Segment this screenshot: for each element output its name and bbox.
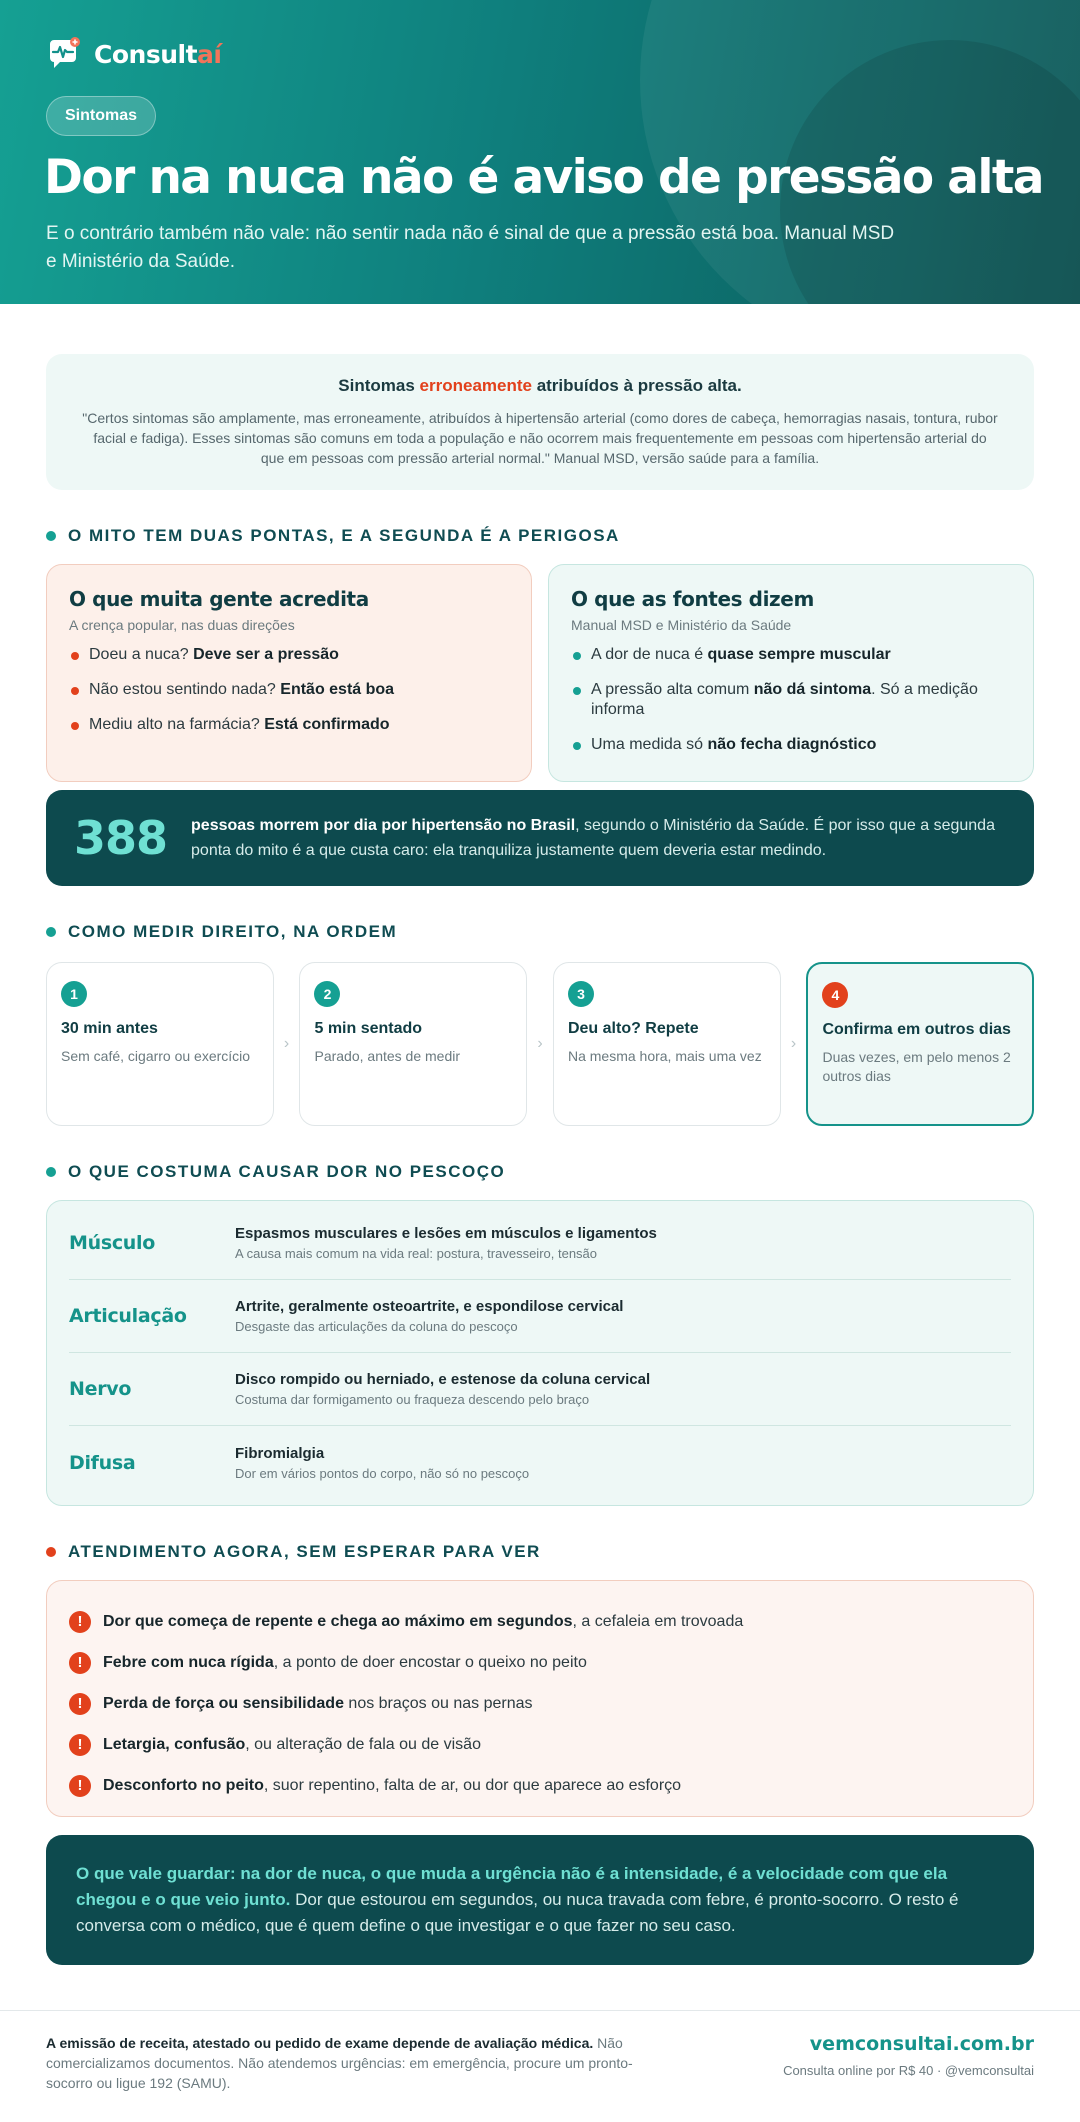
alert-icon: ! bbox=[69, 1611, 91, 1633]
stat-number: 388 bbox=[74, 811, 168, 865]
cause-desc: A causa mais comum na vida real: postura, travesseiro, tensão bbox=[235, 1246, 598, 1261]
footer-website-link[interactable]: vemconsultai.com.br bbox=[809, 2033, 1034, 2055]
section-title: O QUE COSTUMA CAUSAR DOR NO PESCOÇO bbox=[68, 1162, 506, 1181]
section-title: ATENDIMENTO AGORA, SEM ESPERAR PARA VER bbox=[68, 1542, 541, 1561]
facts-card bbox=[548, 564, 1034, 782]
urgent-item: ! Febre com nuca rígida, a ponto de doer encostar o queixo no peito bbox=[69, 1642, 1011, 1683]
takeaway-text: Dor que estourou em segundos, ou nuca travada com febre, é pronto-socorro. O resto é conversa com o médico, que é quem define o que investigar e o que fazer no seu caso. bbox=[76, 1890, 959, 1935]
step-number: 2 bbox=[314, 981, 340, 1007]
cause-category: Difusa bbox=[69, 1451, 136, 1474]
step-title: 5 min sentado bbox=[314, 1020, 423, 1037]
cause-title: Disco rompido ou herniado, e estenose da coluna cervical bbox=[235, 1371, 651, 1388]
causes-table bbox=[46, 1200, 1034, 1506]
step-title: Deu alto? Repete bbox=[567, 1020, 699, 1037]
steps-row bbox=[46, 962, 1034, 1126]
step-card bbox=[299, 962, 527, 1126]
bullet-dot bbox=[46, 1167, 56, 1177]
belief-subtitle: A crença popular, nas duas direções bbox=[69, 617, 295, 633]
stat-text: pessoas morrem por dia por hipertensão no Brasil, segundo o Ministério da Saúde. É por isso que a segunda ponta do mito é a que custa caro: ela tranquiliza justamente quem deveria estar medindo. bbox=[191, 817, 995, 859]
brand-name: Consultaí bbox=[94, 39, 222, 69]
urgent-item: ! Perda de força ou sensibilidade nos braços ou nas pernas bbox=[69, 1683, 1011, 1724]
footer-disclaimer: A emissão de receita, atestado ou pedido de exame depende de avaliação médica. Não comercializamos documentos. Não atendemos urgências: em emergência, procure um pronto-socorro ou ligue 192 (SAMU). bbox=[46, 2035, 633, 2091]
belief-title: O que muita gente acredita bbox=[69, 587, 369, 611]
alert-icon: ! bbox=[69, 1652, 91, 1674]
quote-box bbox=[46, 354, 1034, 490]
step-number: 4 bbox=[822, 982, 848, 1008]
step-card bbox=[46, 962, 274, 1126]
urgent-item: ! Desconforto no peito, suor repentino, falta de ar, ou dor que aparece ao esforço bbox=[69, 1765, 1011, 1806]
chevron-right-icon: › bbox=[537, 1035, 543, 1052]
cause-desc: Costuma dar formigamento ou fraqueza descendo pelo braço bbox=[235, 1392, 590, 1407]
step-title: Confirma em outros dias bbox=[822, 1021, 1011, 1038]
step-desc: Sem café, cigarro ou exercício bbox=[61, 1048, 251, 1064]
belief-card bbox=[46, 564, 532, 782]
step-desc: Na mesma hora, mais uma vez bbox=[567, 1048, 762, 1064]
alert-icon: ! bbox=[69, 1734, 91, 1756]
urgent-list bbox=[46, 1580, 1034, 1817]
alert-icon: ! bbox=[69, 1775, 91, 1797]
section-title: COMO MEDIR DIREITO, NA ORDEM bbox=[68, 922, 398, 941]
stat-banner bbox=[46, 790, 1034, 886]
cause-row bbox=[69, 1207, 1011, 1280]
bullet-dot bbox=[46, 927, 56, 937]
cause-category: Músculo bbox=[69, 1232, 155, 1254]
takeaway-box bbox=[46, 1835, 1034, 1965]
cause-title: Fibromialgia bbox=[235, 1444, 325, 1462]
cause-desc: Desgaste das articulações da coluna do pescoço bbox=[235, 1319, 518, 1334]
step-number: 1 bbox=[61, 981, 87, 1007]
step-card bbox=[553, 962, 781, 1126]
cause-row bbox=[69, 1280, 1011, 1353]
section-header-urgent bbox=[46, 1542, 1034, 1562]
facts-item: Uma medida só não fecha diagnóstico bbox=[571, 735, 1011, 755]
facts-subtitle: Manual MSD e Ministério da Saúde bbox=[571, 617, 792, 633]
facts-title: O que as fontes dizem bbox=[571, 587, 814, 611]
chevron-right-icon: › bbox=[283, 1035, 290, 1052]
urgent-item: ! Dor que começa de repente e chega ao máximo em segundos, a cefaleia em trovoada bbox=[69, 1601, 1011, 1642]
bullet-dot bbox=[46, 1547, 56, 1557]
cause-row bbox=[69, 1353, 1011, 1426]
cause-category: Articulação bbox=[69, 1305, 187, 1327]
section-header-causes bbox=[46, 1162, 1034, 1182]
page-title: Dor na nuca não é aviso de pressão alta bbox=[44, 150, 1043, 205]
step-card-highlighted bbox=[806, 962, 1034, 1126]
quote-text: "Certos sintomas são amplamente, mas erroneamente, atribuídos à hipertensão arterial (como dores de cabeça, hemorragias nasais, tontura, rubor facial e fadiga). Esses sintomas são comuns em toda a população e não ocorrem mais frequentemente em pessoas com hipertensão arterial do que em pessoas com pressão arterial normal." Manual MSD, versão saúde para a família. bbox=[82, 410, 998, 466]
quote-title: Sintomas erroneamente atribuídos à pressão alta. bbox=[338, 376, 742, 395]
bullet-dot bbox=[46, 531, 56, 541]
belief-item: Não estou sentindo nada? Então está boa bbox=[69, 680, 509, 700]
cause-title: Espasmos musculares e lesões em músculos e ligamentos bbox=[235, 1225, 657, 1242]
footer bbox=[0, 2010, 1080, 2093]
step-title: 30 min antes bbox=[61, 1020, 158, 1037]
page-subtitle: E o contrário também não vale: não sentir nada não é sinal de que a pressão está boa. Manual MSD e Ministério da Saúde. bbox=[46, 223, 895, 272]
belief-item: Mediu alto na farmácia? Está confirmado bbox=[69, 715, 509, 735]
section-title: O MITO TEM DUAS PONTAS, E A SEGUNDA É A PERIGOSA bbox=[68, 526, 620, 545]
cause-category: Nervo bbox=[69, 1378, 132, 1400]
footer-meta: Consulta online por R$ 40 · @vemconsultai bbox=[783, 2063, 1034, 2078]
section-header-myth bbox=[46, 526, 1034, 546]
takeaway-highlight: O que vale guardar: na dor de nuca, o que muda a urgência não é a intensidade, é a velocidade com que ela chegou e o que veio junto. bbox=[76, 1864, 948, 1909]
belief-item: Doeu a nuca? Deve ser a pressão bbox=[69, 645, 509, 665]
cause-title: Artrite, geralmente osteoartrite, e espondilose cervical bbox=[235, 1298, 624, 1315]
urgent-item: ! Letargia, confusão, ou alteração de fala ou de visão bbox=[69, 1724, 1011, 1765]
facts-item: A dor de nuca é quase sempre muscular bbox=[571, 645, 1011, 665]
chevron-right-icon: › bbox=[790, 1035, 797, 1052]
cause-row bbox=[69, 1426, 1011, 1499]
hero-header bbox=[0, 0, 1080, 304]
facts-item: A pressão alta comum não dá sintoma. Só a medição informa bbox=[571, 680, 1011, 720]
cause-desc: Dor em vários pontos do corpo, não só no pescoço bbox=[235, 1465, 530, 1481]
category-tag[interactable]: Sintomas bbox=[46, 96, 156, 136]
step-number: 3 bbox=[568, 981, 594, 1007]
chat-heartbeat-icon bbox=[46, 36, 82, 72]
section-header-steps bbox=[46, 922, 1034, 942]
step-desc: Duas vezes, em pelo menos 2 outros dias bbox=[822, 1049, 1011, 1084]
alert-icon: ! bbox=[69, 1693, 91, 1715]
brand-logo[interactable] bbox=[46, 36, 221, 72]
step-desc: Parado, antes de medir bbox=[314, 1048, 461, 1064]
